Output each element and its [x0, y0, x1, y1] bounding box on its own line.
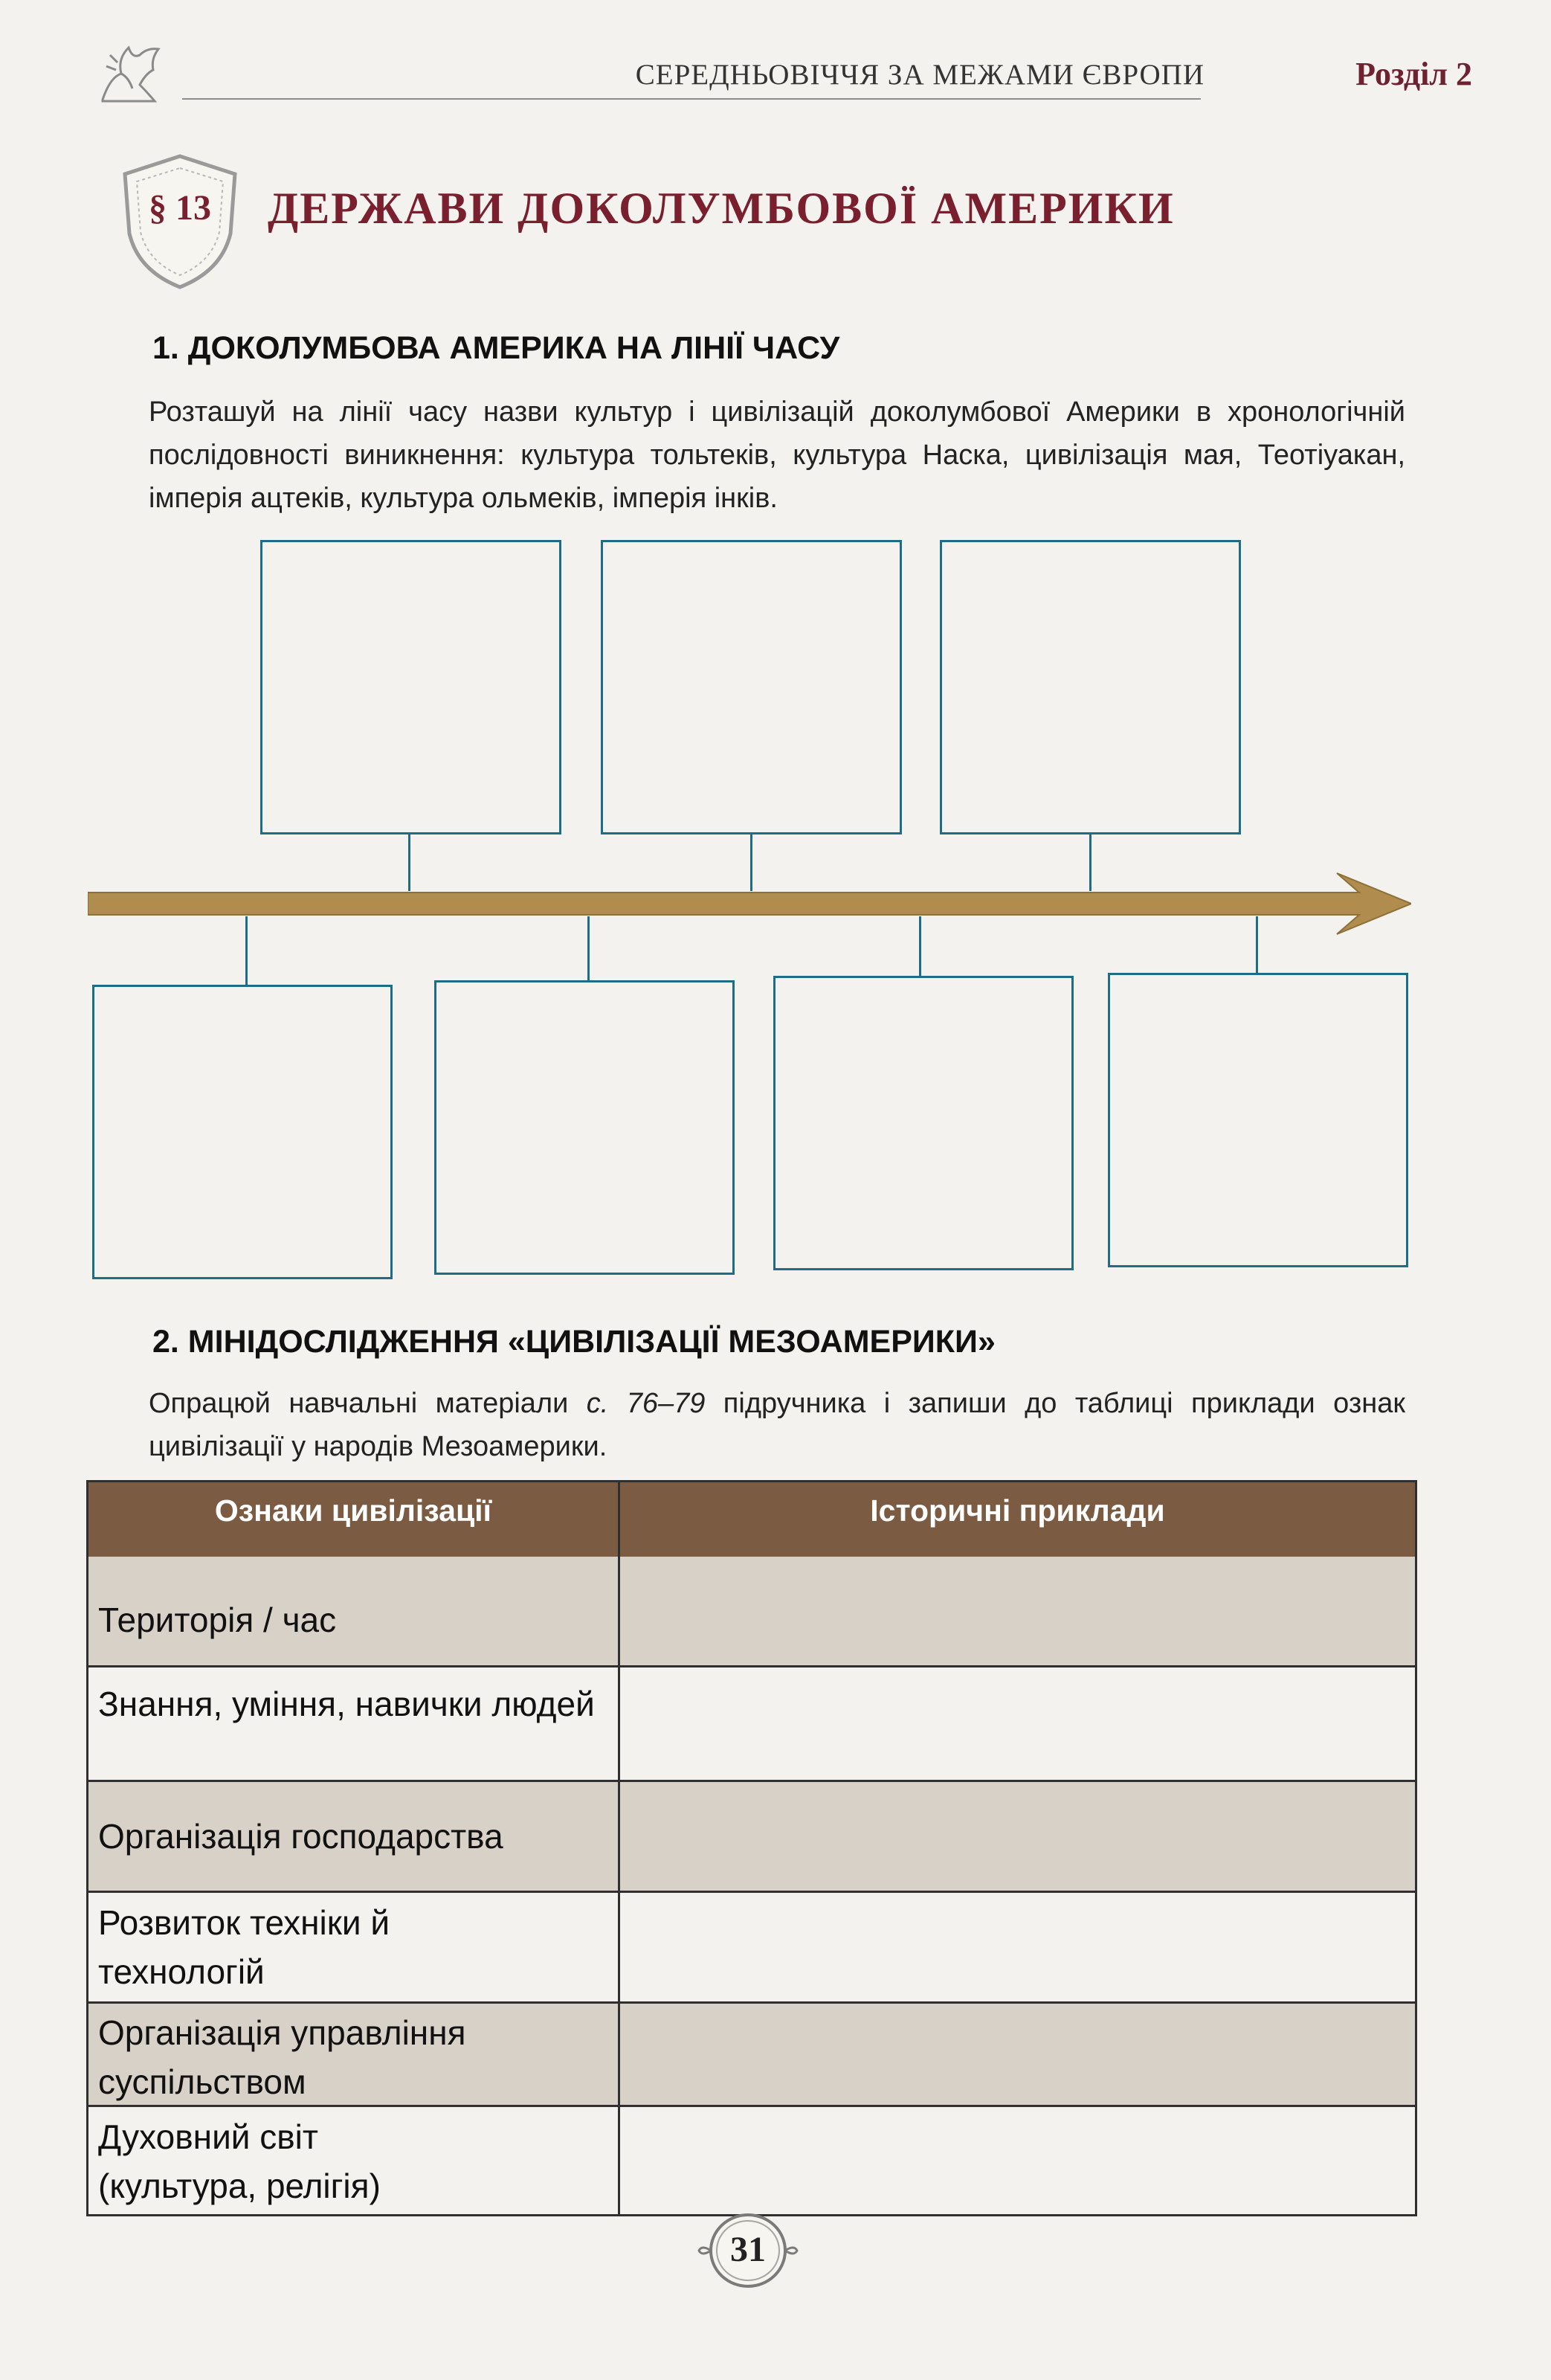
task2-heading: 2. МІНІДОСЛІДЖЕННЯ «ЦИВІЛІЗАЦІЇ МЕЗОАМЕРИКИ» — [152, 1324, 996, 1360]
task2-instruction: Опрацюй навчальні матеріали с. 76–79 підручника і запиши до таблиці приклади ознак цивілізації у народів Мезоамерики. — [149, 1388, 1405, 1462]
answer-cell[interactable] — [620, 2004, 1415, 2105]
row-label: Організація господарства — [98, 1817, 503, 1856]
connector-line — [1089, 834, 1091, 891]
timeline-box[interactable] — [92, 985, 393, 1279]
timeline-box[interactable] — [1108, 973, 1408, 1267]
answer-cell[interactable] — [620, 1667, 1415, 1780]
row-label: Розвиток техніки й технологій — [98, 1903, 390, 1991]
connector-line — [587, 916, 590, 980]
timeline-box[interactable] — [601, 540, 902, 834]
answer-cell[interactable] — [620, 1782, 1415, 1891]
textbook-page-reference: с. 76–79 — [586, 1388, 706, 1419]
row-label: Територія / час — [98, 1601, 337, 1639]
lesson-title: ДЕРЖАВИ ДОКОЛУМБОВОЇ АМЕРИКИ — [268, 184, 1175, 233]
task1-heading: 1. ДОКОЛУМБОВА АМЕРИКА НА ЛІНІЇ ЧАСУ — [152, 330, 840, 366]
timeline-box[interactable] — [434, 980, 735, 1275]
row-label: Знання, уміння, навички людей — [98, 1685, 595, 1723]
connector-line — [408, 834, 410, 891]
connector-line — [1256, 916, 1258, 973]
connector-line — [919, 916, 921, 976]
page-number: 31 — [730, 2230, 766, 2269]
column-header-examples: Історичні приклади — [870, 1493, 1165, 1528]
header-divider — [182, 98, 1201, 100]
timeline-arrow — [88, 870, 1411, 937]
connector-line — [245, 916, 248, 985]
task1-instruction: Розташуй на лінії часу назви культур і цивілізацій доколумбової Америки в хронологічній послідовності виникнення: культура тольтеків, культура Наска, цивілізація мая, Теотіуакан, імперія ацтеків, культура ольмеків, імперія інків. — [149, 396, 1405, 514]
connector-line — [750, 834, 752, 891]
answer-cell[interactable] — [620, 1893, 1415, 2001]
timeline-box[interactable] — [260, 540, 561, 834]
section-label: Розділ 2 — [1355, 56, 1472, 92]
timeline-box[interactable] — [773, 976, 1074, 1270]
answer-cell[interactable] — [620, 1557, 1415, 1665]
running-title: СЕРЕДНЬОВІЧЧЯ ЗА МЕЖАМИ ЄВРОПИ — [635, 59, 1205, 91]
lesson-number: § 13 — [149, 188, 211, 228]
timeline-box[interactable] — [940, 540, 1241, 834]
griffin-emblem-icon — [88, 33, 170, 115]
column-header-signs: Ознаки цивілізації — [214, 1493, 492, 1528]
row-label: Організація управління суспільством — [98, 2013, 466, 2101]
answer-cell[interactable] — [620, 2107, 1415, 2214]
row-label: Духовний світ (культура, релігія) — [98, 2117, 381, 2205]
